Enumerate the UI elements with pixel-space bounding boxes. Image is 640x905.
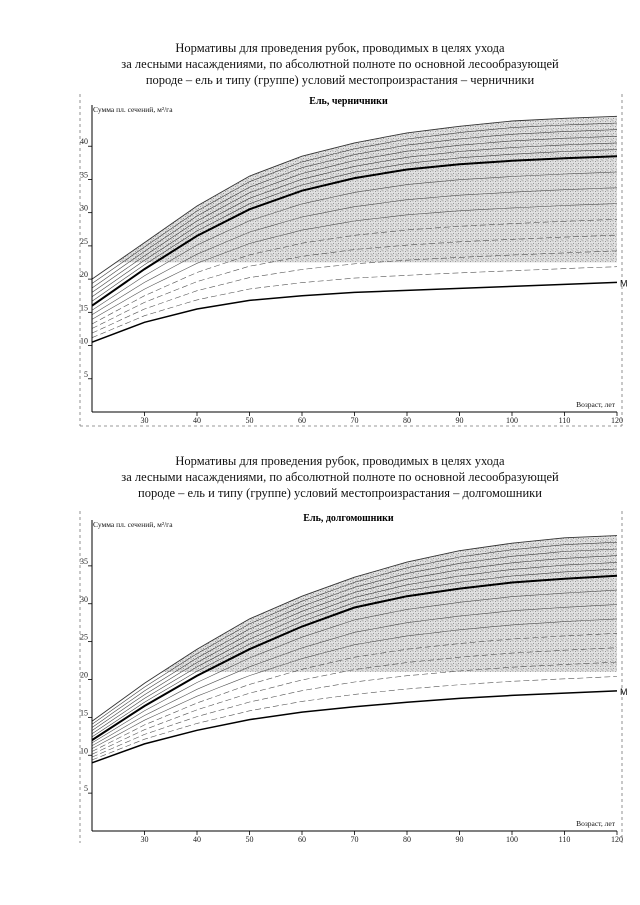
heading-2: [60, 453, 620, 501]
chart-2-x-tick-label-80: 80: [403, 835, 411, 843]
chart-1-x-tick-label-50: 50: [245, 416, 254, 425]
chart-2-x-tick-label-50: 50: [245, 835, 254, 843]
chart-2-x-tick-label-60: 60: [298, 835, 306, 843]
chart-2-y-tick-label-15: 15: [80, 708, 88, 718]
chart-2-x-tick-label-120: 120: [611, 835, 623, 843]
chart-2-x-tick-label-70: 70: [350, 835, 359, 843]
heading-2-line-1: Нормативы для проведения рубок, проводимых в целях ухода: [175, 454, 505, 468]
chart-2-y-tick-label-5: 5: [84, 784, 88, 794]
heading-1: [60, 40, 620, 88]
heading-1-line-1: Нормативы для проведения рубок, проводимых в целях ухода: [175, 41, 505, 55]
chart-1-title: Ель, черничники: [309, 96, 388, 107]
chart-1-y-tick-label-40: 40: [80, 137, 88, 147]
chart-dolgomoshniki: [0, 503, 640, 843]
chart-1-y-tick-label-30: 30: [80, 203, 88, 213]
chart-1-y-tick-label-25: 25: [80, 236, 88, 246]
chart-2-x-tick-label-90: 90: [455, 835, 464, 843]
chart-2-y-tick-label-30: 30: [80, 594, 88, 604]
chart-1-y-axis-label: Сумма пл. сечений, м²/га: [93, 105, 173, 114]
chart-2-x-tick-label-30: 30: [140, 835, 149, 843]
chart-1-shaded-band: [92, 116, 617, 279]
chart-chernichniki: [0, 88, 640, 428]
chart-2-lower-curve-2: [92, 662, 617, 757]
chart-1-x-axis-label: Возраст, лет: [576, 400, 615, 409]
chart-2-y-tick-label-10: 10: [80, 746, 88, 756]
chart-1-x-tick-label-80: 80: [403, 416, 411, 425]
chart-1-y-tick-label-20: 20: [80, 270, 88, 280]
chart-1-x-tick-label-60: 60: [298, 416, 306, 425]
chart-2-y-axis-label: Сумма пл. сечений, м²/га: [93, 520, 173, 529]
chart-2-x-tick-label-110: 110: [558, 835, 571, 843]
heading-1-line-3: породе – ель и типу (группе) условий местопроизрастания – черничники: [145, 73, 535, 87]
chart-1-x-tick-label-100: 100: [506, 416, 518, 425]
chart-1-lower-boundary-line: [92, 282, 617, 342]
chart-1-y-tick-label-5: 5: [84, 369, 88, 379]
chart-2-x-axis-label: Возраст, лет: [576, 819, 615, 828]
chart-1-y-tick-label-15: 15: [80, 303, 88, 313]
chart-2-title: Ель, долгомошники: [303, 513, 394, 524]
chart-1-x-tick-label-70: 70: [350, 416, 359, 425]
chart-1-x-tick-label-40: 40: [193, 416, 201, 425]
chart-2-lower-curve-1: [92, 677, 617, 761]
chart-2-curve-label-m: M: [620, 686, 628, 697]
chart-2-lower-boundary-line: [92, 691, 617, 763]
chart-1-y-tick-label-10: 10: [80, 336, 88, 346]
chart-1-x-tick-label-110: 110: [558, 416, 571, 425]
chart-2-x-tick-label-40: 40: [193, 835, 201, 843]
chart-2-y-tick-label-20: 20: [80, 670, 88, 680]
chart-2-shaded-band: [92, 536, 617, 722]
chart-2-x-tick-label-100: 100: [506, 835, 518, 843]
heading-1-line-2: за лесными насаждениями, по абсолютной полноте по основной лесообразующей: [121, 57, 559, 71]
chart-1-x-tick-label-30: 30: [140, 416, 149, 425]
chart-1-lower-curve-1: [92, 267, 617, 338]
chart-2-y-tick-label-35: 35: [80, 556, 88, 566]
chart-1-y-tick-label-35: 35: [80, 170, 88, 180]
chart-1-x-tick-label-90: 90: [455, 416, 464, 425]
heading-2-line-2: за лесными насаждениями, по абсолютной полноте по основной лесообразующей: [121, 470, 559, 484]
chart-1-curve-label-m: M: [620, 278, 628, 289]
chart-2-y-tick-label-25: 25: [80, 632, 88, 642]
chart-1-x-tick-label-120: 120: [611, 416, 623, 425]
heading-2-line-3: породе – ель и типу (группе) условий местопроизрастания – долгомошники: [138, 486, 542, 500]
